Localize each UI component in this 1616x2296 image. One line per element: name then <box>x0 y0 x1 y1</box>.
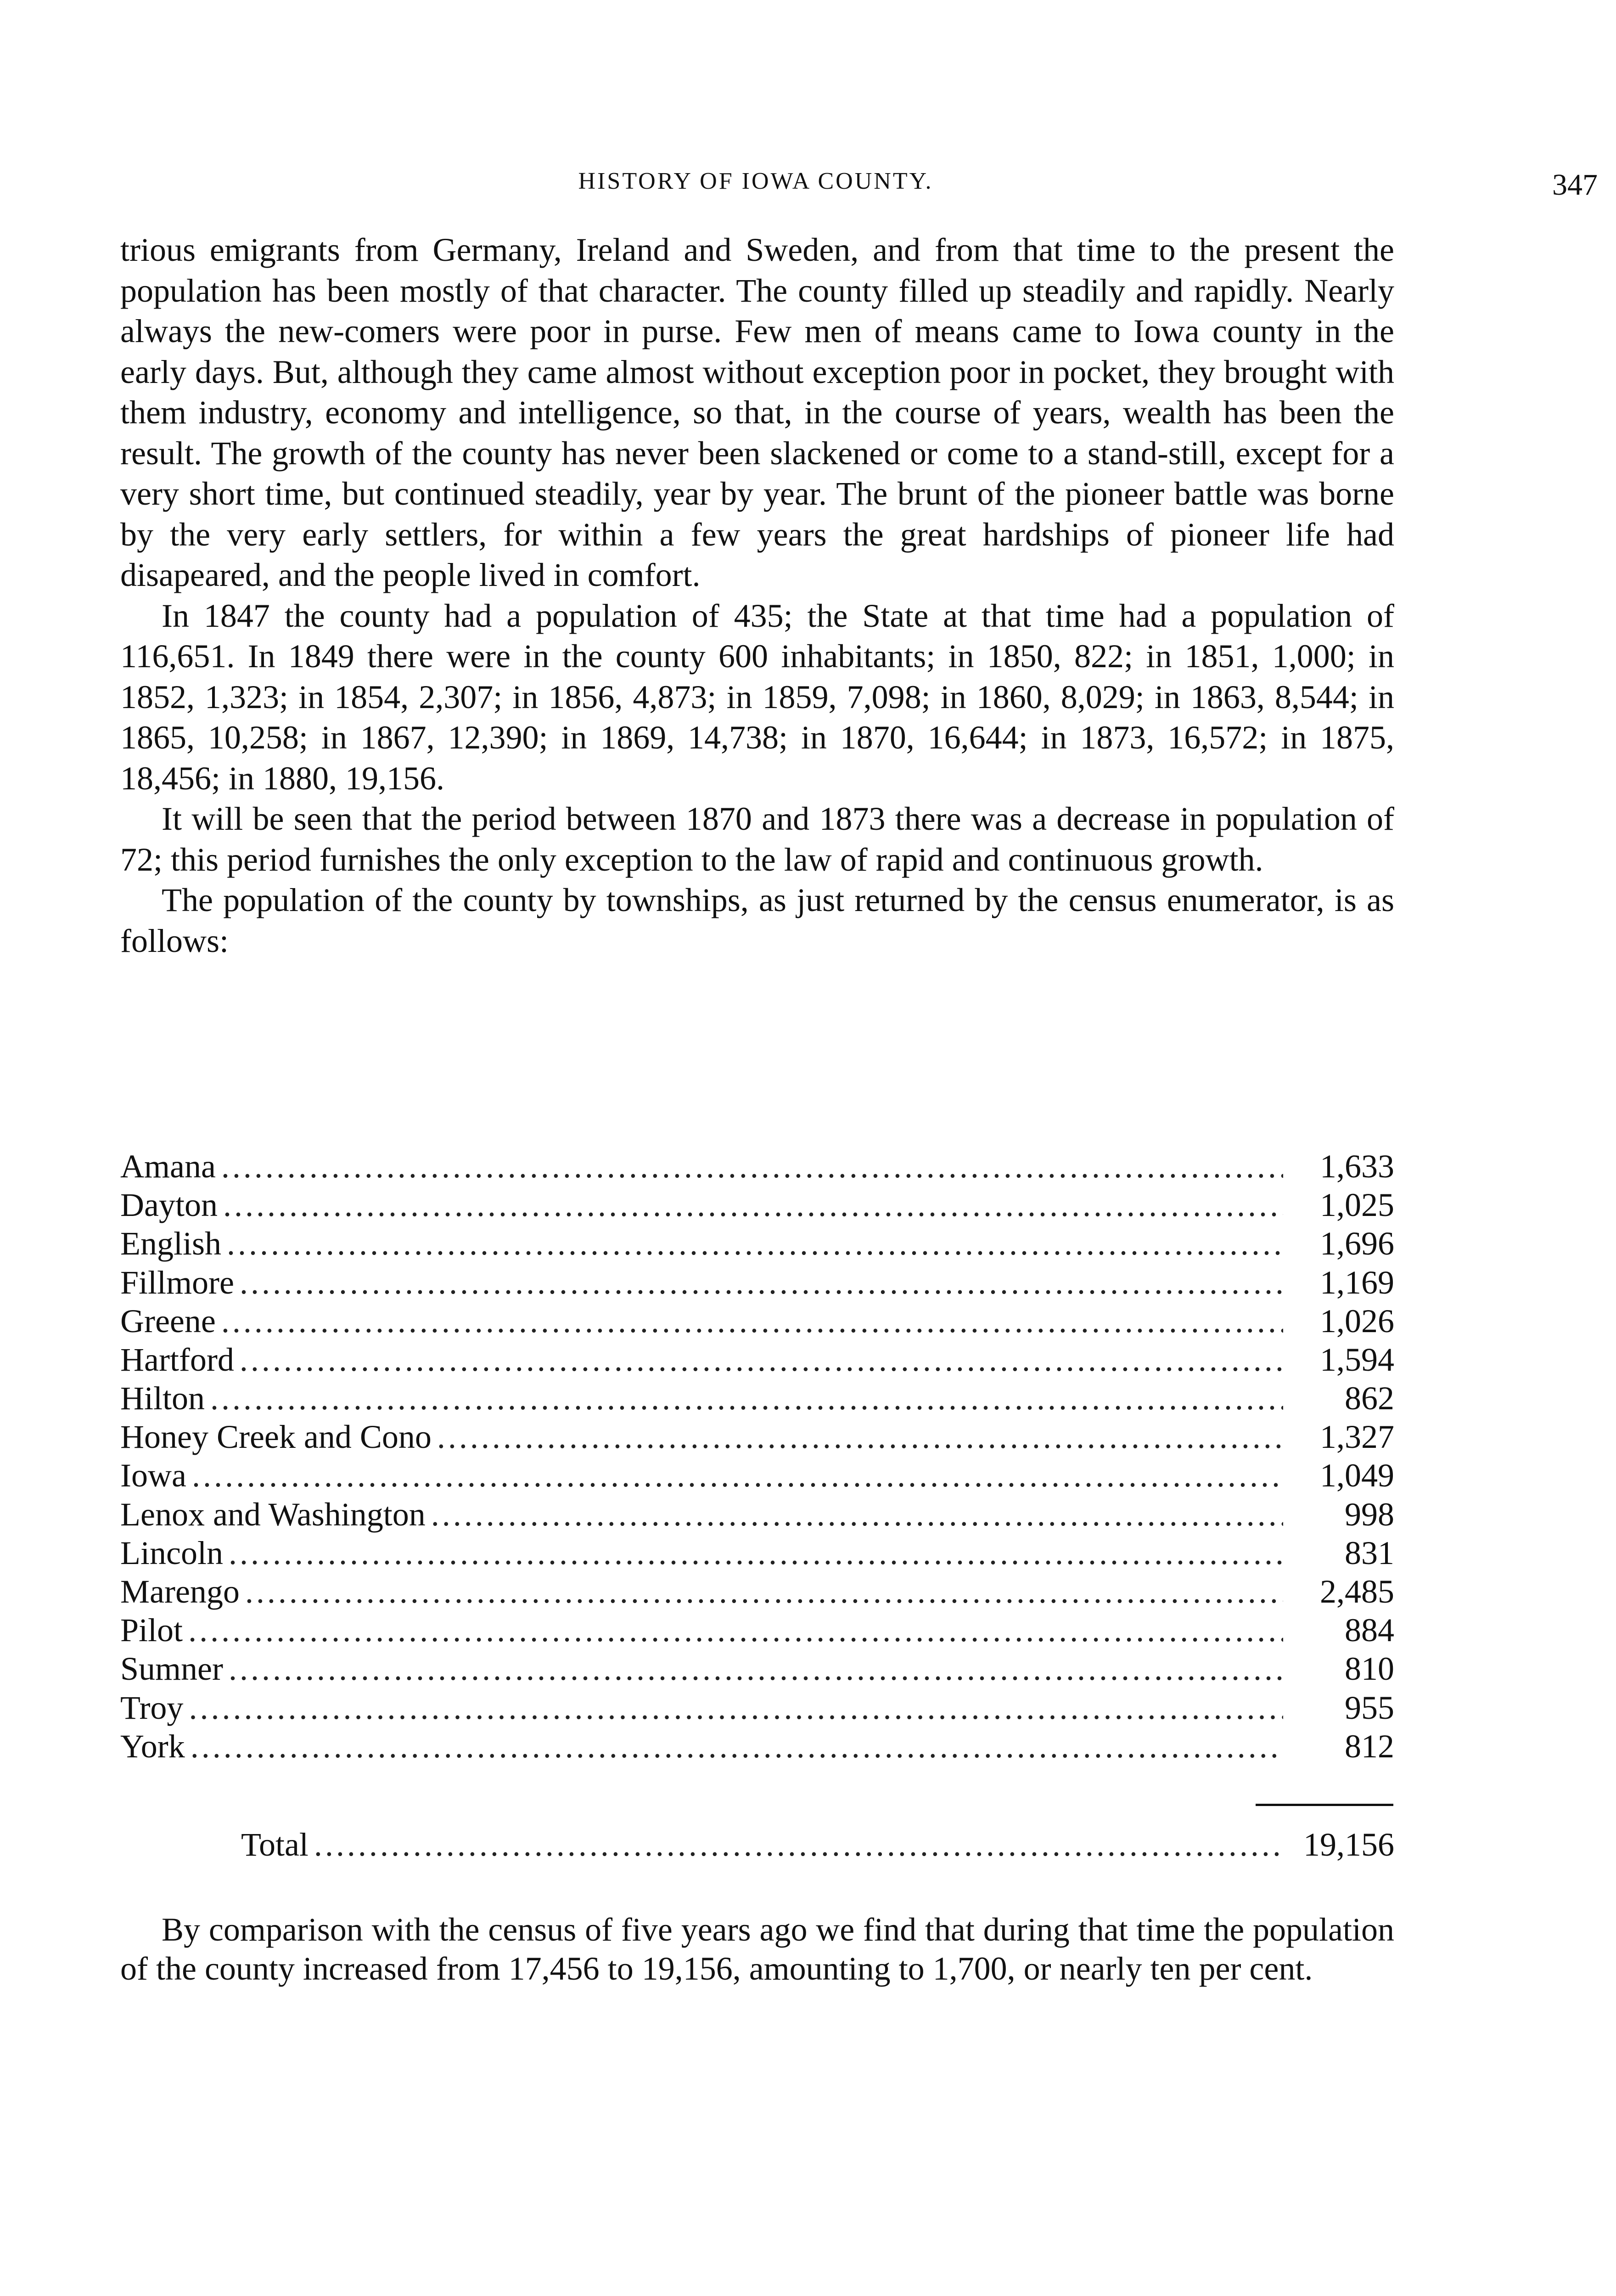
table-row <box>120 1186 1394 1224</box>
table-row <box>120 1611 1394 1649</box>
dot-leader <box>210 1379 1283 1418</box>
total-rule <box>1256 1804 1393 1806</box>
table-row <box>120 1572 1394 1611</box>
township-population: 955 <box>1345 1689 1394 1726</box>
table-row <box>120 1379 1394 1418</box>
township-population: 1,025 <box>1320 1187 1394 1224</box>
township-name: Fillmore <box>120 1264 234 1301</box>
dot-leader <box>189 1688 1283 1727</box>
dot-leader <box>437 1418 1283 1456</box>
township-population: 1,327 <box>1320 1418 1394 1456</box>
township-population: 1,049 <box>1320 1457 1394 1494</box>
paragraph-continuation: trious emigrants from Germany, Ireland and Sweden, and from that time to the present the population has been mostly of that character. The county filled up steadily and rapidly. Nearly always the new-comers were poor in purse. Few men of means came to Iowa county in the early days. But, although they came almost without exception poor in pocket, they brought with them industry, economy and intelligence, so that, in the course of years, wealth has been the result. The growth of the county has never been slackened or come to a stand-still, except for a very short time, but continued steadily, year by year. The brunt of the pioneer battle was borne by the very early settlers, for within a few years the great hardships of pioneer life had disapeared, and the people lived in comfort. <box>120 231 1394 593</box>
table-row <box>120 1534 1394 1572</box>
dot-leader <box>221 1147 1283 1186</box>
running-head <box>120 168 1598 204</box>
township-name: Troy <box>120 1689 184 1726</box>
table-row <box>120 1688 1394 1727</box>
total-value: 19,156 <box>1303 1826 1394 1863</box>
table-row <box>120 1649 1394 1688</box>
table-row <box>120 1457 1394 1495</box>
township-population: 2,485 <box>1320 1573 1394 1610</box>
township-name: Pilot <box>120 1612 183 1649</box>
table-row <box>120 1495 1394 1534</box>
township-name: Dayton <box>120 1187 218 1224</box>
dot-leader <box>188 1611 1283 1649</box>
paragraph-comparison: By comparison with the census of five years ago we find that during that time the population of the county increased from 17,456 to 19,156, amounting to 1,700, or nearly ten per cent. <box>120 1911 1394 1987</box>
dot-leader <box>221 1302 1283 1340</box>
dot-leader <box>223 1186 1283 1224</box>
township-name: Honey Creek and Cono <box>120 1418 432 1456</box>
dot-leader <box>314 1825 1283 1864</box>
closing-text <box>120 1910 1394 1988</box>
total-label: Total <box>241 1826 309 1863</box>
township-name: Hartford <box>120 1341 234 1378</box>
township-name: York <box>120 1728 185 1765</box>
township-name: Marengo <box>120 1573 240 1610</box>
dot-leader <box>227 1224 1283 1263</box>
dot-leader <box>192 1456 1283 1495</box>
table-row <box>120 1340 1394 1379</box>
township-name: Lincoln <box>120 1534 223 1571</box>
dot-leader <box>240 1263 1283 1302</box>
township-population: 1,594 <box>1320 1341 1394 1378</box>
township-name: Iowa <box>120 1457 186 1494</box>
table-row <box>120 1418 1394 1456</box>
township-population-table <box>120 1147 1394 1766</box>
page-number: 347 <box>1552 168 1598 202</box>
township-name: English <box>120 1225 222 1262</box>
township-population: 1,169 <box>1320 1264 1394 1301</box>
body-text <box>120 230 1394 961</box>
township-population: 812 <box>1345 1728 1394 1765</box>
table-row <box>120 1147 1394 1186</box>
total-row <box>241 1825 1394 1864</box>
dot-leader <box>245 1572 1283 1611</box>
township-population: 831 <box>1345 1534 1394 1571</box>
township-population: 1,696 <box>1320 1225 1394 1262</box>
paragraph-decrease-note: It will be seen that the period between 1870 and 1873 there was a decrease in population of 72; this period furnishes the only exception to the law of rapid and continuous growth. <box>120 800 1394 878</box>
paragraph-population-history: In 1847 the county had a population of 435; the State at that time had a population of 116,651. In 1849 there were in the county 600 inhabitants; in 1850, 822; in 1851, 1,000; in 1852, 1,323; in 1854, 2,307; in 1856, 4,873; in 1859, 7,098; in 1860, 8,029; in 1863, 8,544; in 1865, 10,258; in 1867, 12,390; in 1869, 14,738; in 1870, 16,644; in 1873, 16,572; in 1875, 18,456; in 1880, 19,156. <box>120 597 1394 797</box>
dot-leader <box>240 1340 1283 1379</box>
township-name: Lenox and Washington <box>120 1496 426 1533</box>
dot-leader <box>431 1495 1283 1534</box>
township-name: Hilton <box>120 1380 205 1417</box>
township-population: 998 <box>1345 1496 1394 1533</box>
township-population: 862 <box>1345 1380 1394 1417</box>
township-name: Amana <box>120 1148 216 1185</box>
township-name: Greene <box>120 1302 216 1339</box>
township-name: Sumner <box>120 1650 223 1688</box>
township-population: 810 <box>1345 1650 1394 1688</box>
township-population: 884 <box>1345 1612 1394 1649</box>
dot-leader <box>191 1727 1283 1766</box>
paragraph-township-intro: The population of the county by townships, as just returned by the census enumerator, is as follows: <box>120 882 1394 959</box>
running-title: HISTORY OF IOWA COUNTY. <box>578 168 933 194</box>
table-row <box>120 1224 1394 1263</box>
table-row <box>120 1302 1394 1340</box>
township-population: 1,026 <box>1320 1302 1394 1339</box>
table-row <box>120 1263 1394 1302</box>
table-row <box>120 1727 1394 1766</box>
dot-leader <box>229 1534 1283 1572</box>
dot-leader <box>229 1649 1283 1688</box>
township-population: 1,633 <box>1320 1148 1394 1185</box>
